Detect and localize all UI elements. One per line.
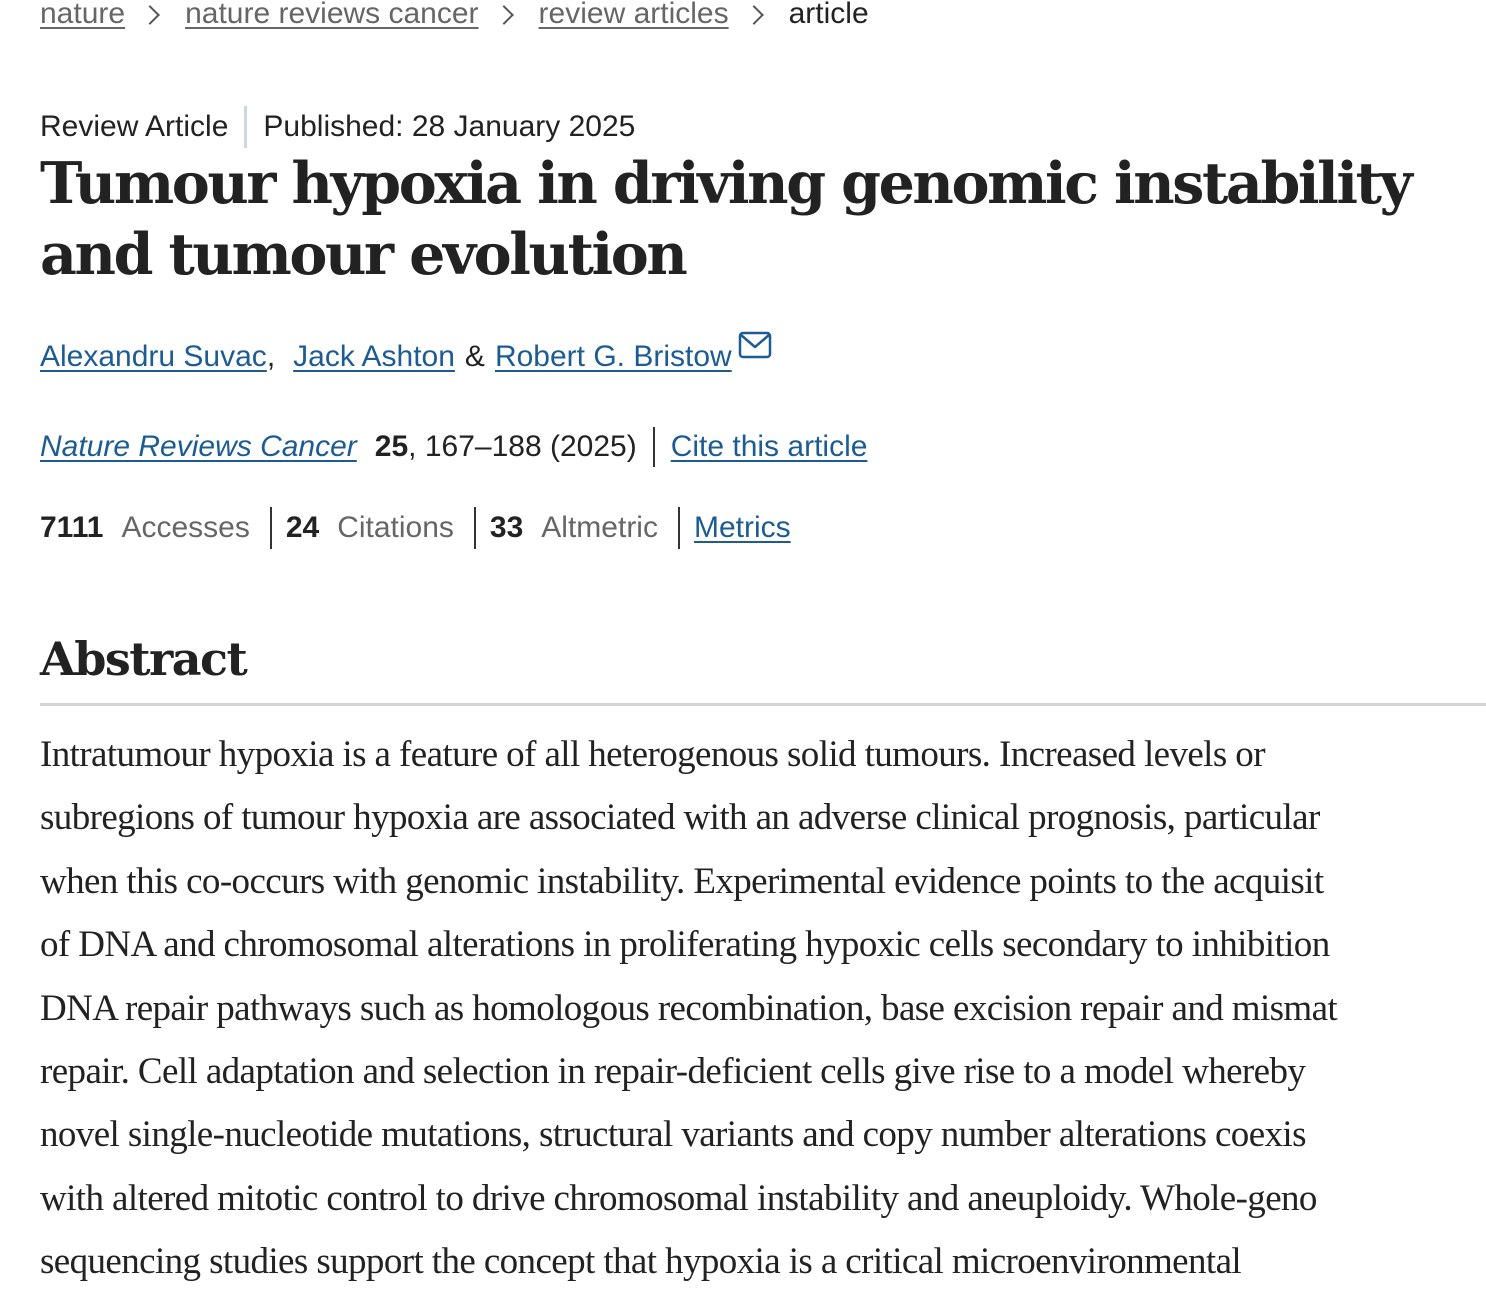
altmetric-label: Altmetric — [541, 511, 658, 544]
abstract-line: when this co-occurs with genomic instability. Experimental evidence points to the acquisit — [40, 860, 1324, 902]
abstract-line: sequencing studies support the concept that hypoxia is a critical microenvironmental — [40, 1241, 1242, 1283]
article-type: Review Article — [40, 110, 229, 143]
citations-count: 24 — [285, 511, 320, 544]
author-separator: & — [464, 340, 485, 373]
abstract-line: novel single-nucleotide mutations, structural variants and copy number alterations coexis — [40, 1114, 1306, 1156]
breadcrumb — [40, 0, 869, 34]
abstract-line: repair. Cell adaptation and selection in repair-deficient cells give rise to a model whereby — [40, 1051, 1306, 1093]
abstract-divider — [40, 703, 1486, 706]
breadcrumb-current: article — [788, 0, 869, 30]
citations-label: Citations — [337, 511, 454, 544]
article-meta — [40, 106, 635, 148]
article-title: Tumour hypoxia in driving genomic instability and tumour evolution — [40, 150, 1411, 288]
breadcrumb-link-nature-reviews-cancer[interactable]: nature reviews cancer — [185, 0, 479, 30]
author-link-suvac[interactable]: Alexandru Suvac — [40, 340, 267, 373]
accesses-count: 7111 — [40, 511, 104, 544]
cite-this-article-link[interactable]: Cite this article — [670, 430, 868, 463]
envelope-icon[interactable] — [738, 331, 772, 367]
chevron-right-icon — [494, 5, 514, 25]
abstract-line: subregions of tumour hypoxia are associated with an adverse clinical prognosis, particular — [40, 797, 1320, 839]
breadcrumb-link-nature[interactable]: nature — [40, 0, 126, 30]
volume-number: 25 — [374, 430, 409, 463]
citation-line — [40, 425, 867, 469]
article-metrics — [40, 505, 791, 551]
metrics-link[interactable]: Metrics — [693, 511, 791, 544]
published-date: Published: 28 January 2025 — [263, 110, 636, 143]
author-separator: , — [266, 340, 276, 373]
abstract-line: Intratumour hypoxia is a feature of all heterogenous solid tumours. Increased levels or — [40, 734, 1265, 775]
chevron-right-icon — [744, 5, 764, 25]
abstract-line: DNA repair pathways such as homologous recombination, base excision repair and mismat — [40, 987, 1338, 1029]
meta-divider — [244, 106, 247, 148]
abstract-line: of DNA and chromosomal alterations in proliferating hypoxic cells secondary to inhibition — [40, 924, 1330, 966]
metrics-divider — [678, 507, 680, 549]
chevron-right-icon — [140, 5, 160, 25]
author-list — [40, 334, 772, 380]
author-link-bristow[interactable]: Robert G. Bristow — [494, 340, 732, 373]
metrics-divider — [474, 507, 476, 549]
author-link-ashton[interactable]: Jack Ashton — [293, 340, 455, 373]
accesses-label: Accesses — [121, 511, 250, 544]
altmetric-count: 33 — [489, 511, 524, 544]
abstract-text — [40, 723, 1486, 1294]
citation-divider — [653, 427, 655, 467]
metrics-divider — [270, 507, 272, 549]
pages-year: , 167–188 (2025) — [408, 430, 637, 463]
breadcrumb-link-review-articles[interactable]: review articles — [538, 0, 729, 30]
abstract-heading: Abstract — [40, 632, 247, 686]
abstract-line: with altered mitotic control to drive chromosomal instability and aneuploidy. Whole-geno — [40, 1177, 1317, 1219]
journal-link[interactable]: Nature Reviews Cancer — [40, 430, 357, 463]
